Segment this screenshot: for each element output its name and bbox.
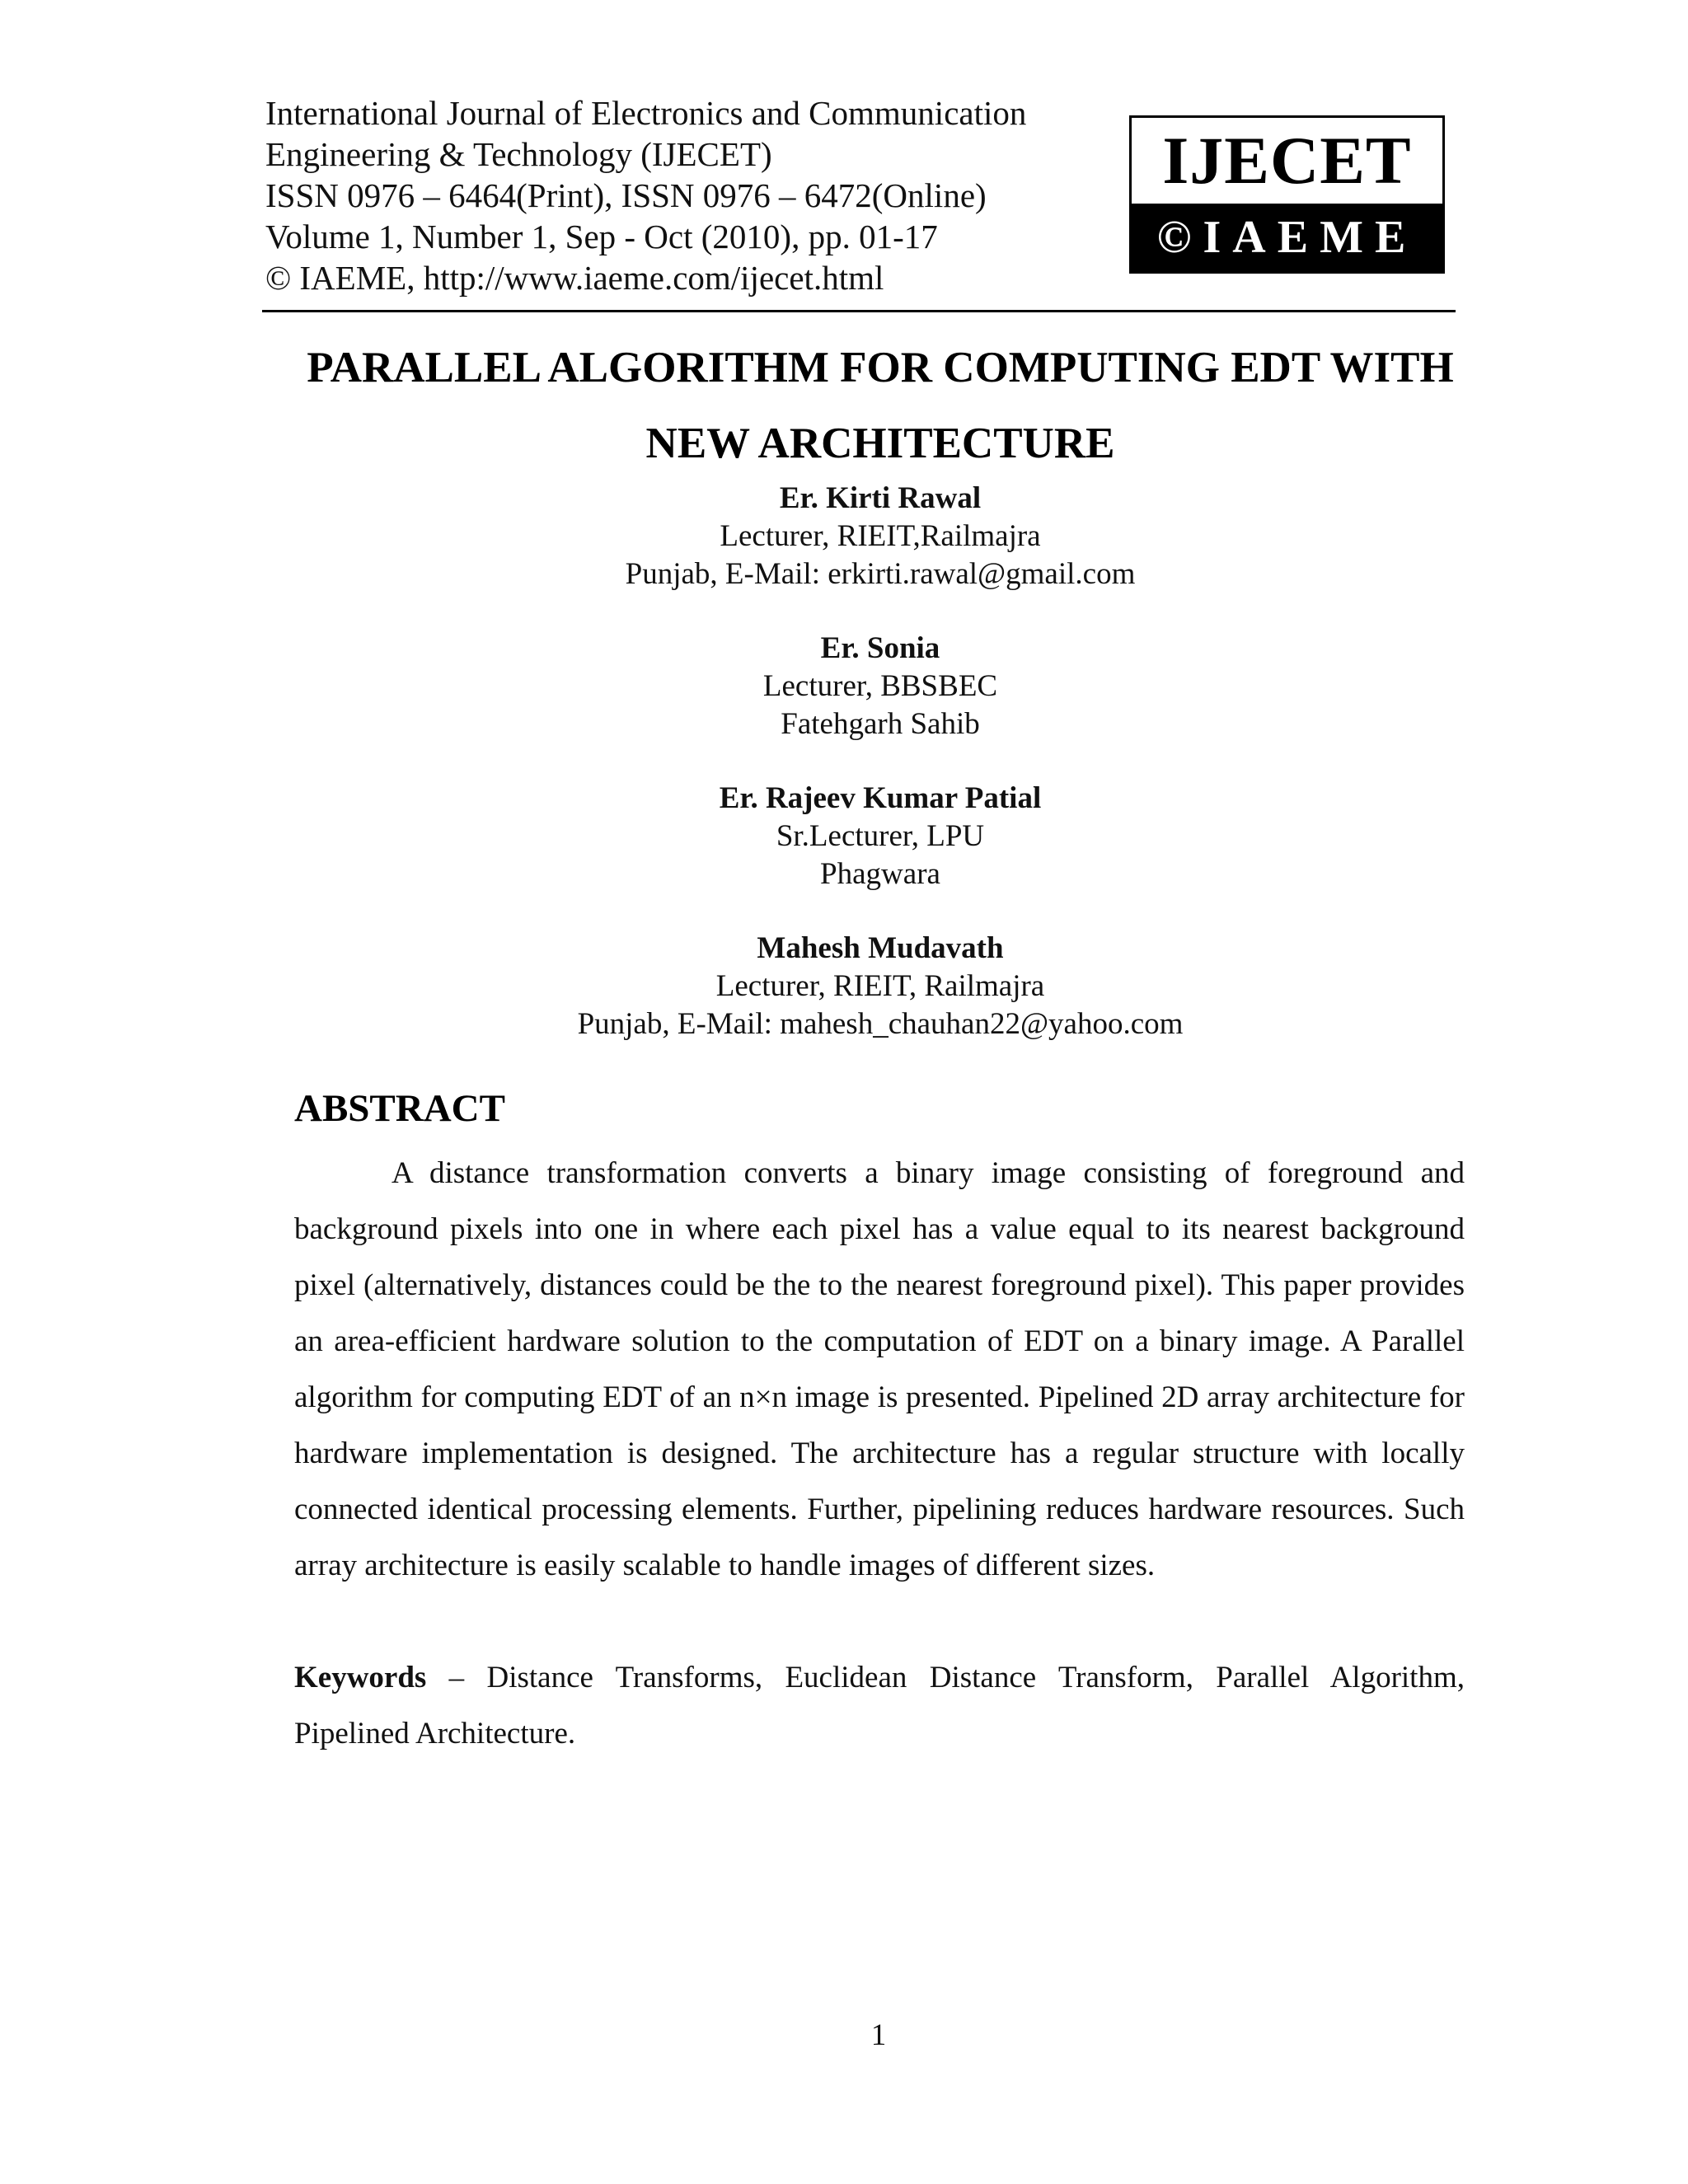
author-name: Er. Sonia (820, 631, 940, 665)
author-name: Er. Kirti Rawal (779, 481, 982, 515)
author-block (262, 780, 1498, 893)
journal-copyright: © IAEME, http://www.iaeme.com/ijecet.html (265, 259, 884, 297)
logo-text-ijecet: IJECET (1162, 123, 1412, 198)
author-location: Phagwara (820, 857, 940, 891)
journal-info (265, 92, 1026, 298)
author-affiliation: Sr.Lecturer, LPU (776, 819, 985, 853)
author-affiliation: Lecturer, BBSBEC (762, 669, 998, 703)
journal-name-line-1: International Journal of Electronics and Communication (265, 94, 1027, 132)
keywords-text: – Distance Transforms, Euclidean Distance Transform, Parallel Algorithm, Pipelined Architecture. (294, 1661, 1465, 1750)
journal-issn: ISSN 0976 – 6464(Print), ISSN 0976 – 6472(Online) (265, 176, 987, 214)
abstract-heading: ABSTRACT (294, 1087, 505, 1130)
abstract-body: A distance transformation converts a binary image consisting of foreground and background pixels into one in where each pixel has a value equal to its nearest background pixel (alternatively, distances could be the to the nearest foreground pixel). This paper provides an area-efficient hardware solution to the computation of EDT on a binary image. A Parallel algorithm for computing EDT of an n×n image is presented. Pipelined 2D array architecture for hardware implementation is designed. The architecture has a regular structure with locally connected identical processing elements. Further, pipelining reduces hardware resources. Such array architecture is easily scalable to handle images of different sizes. (294, 1156, 1465, 1582)
journal-name-line-2: Engineering & Technology (IJECET) (265, 135, 772, 173)
paper-title-line-1: PARALLEL ALGORITHM FOR COMPUTING EDT WITH (307, 344, 1454, 391)
author-name: Mahesh Mudavath (757, 931, 1004, 965)
paper-title-line-2: NEW ARCHITECTURE (645, 419, 1115, 467)
author-affiliation: Lecturer, RIEIT, Railmajra (715, 969, 1045, 1003)
journal-volume: Volume 1, Number 1, Sep - Oct (2010), pp. 01-17 (265, 218, 938, 255)
paper-title (262, 330, 1498, 481)
header-divider (262, 310, 1456, 312)
author-location: Punjab, E-Mail: mahesh_chauhan22@yahoo.com (577, 1007, 1184, 1041)
author-name: Er. Rajeev Kumar Patial (719, 781, 1042, 815)
author-list (262, 480, 1498, 1080)
author-block (262, 930, 1498, 1043)
author-location: Punjab, E-Mail: erkirti.rawal@gmail.com (625, 557, 1136, 591)
author-block (262, 630, 1498, 743)
journal-logo (1129, 115, 1445, 274)
author-location: Fatehgarh Sahib (781, 707, 980, 741)
author-block (262, 480, 1498, 593)
page-number: 1 (870, 2018, 887, 2052)
author-affiliation: Lecturer, RIEIT,Railmajra (720, 519, 1041, 553)
logo-text-iaeme: ©IAEME (1132, 204, 1442, 271)
keywords (294, 1650, 1465, 1762)
keywords-label: Keywords (294, 1661, 427, 1694)
